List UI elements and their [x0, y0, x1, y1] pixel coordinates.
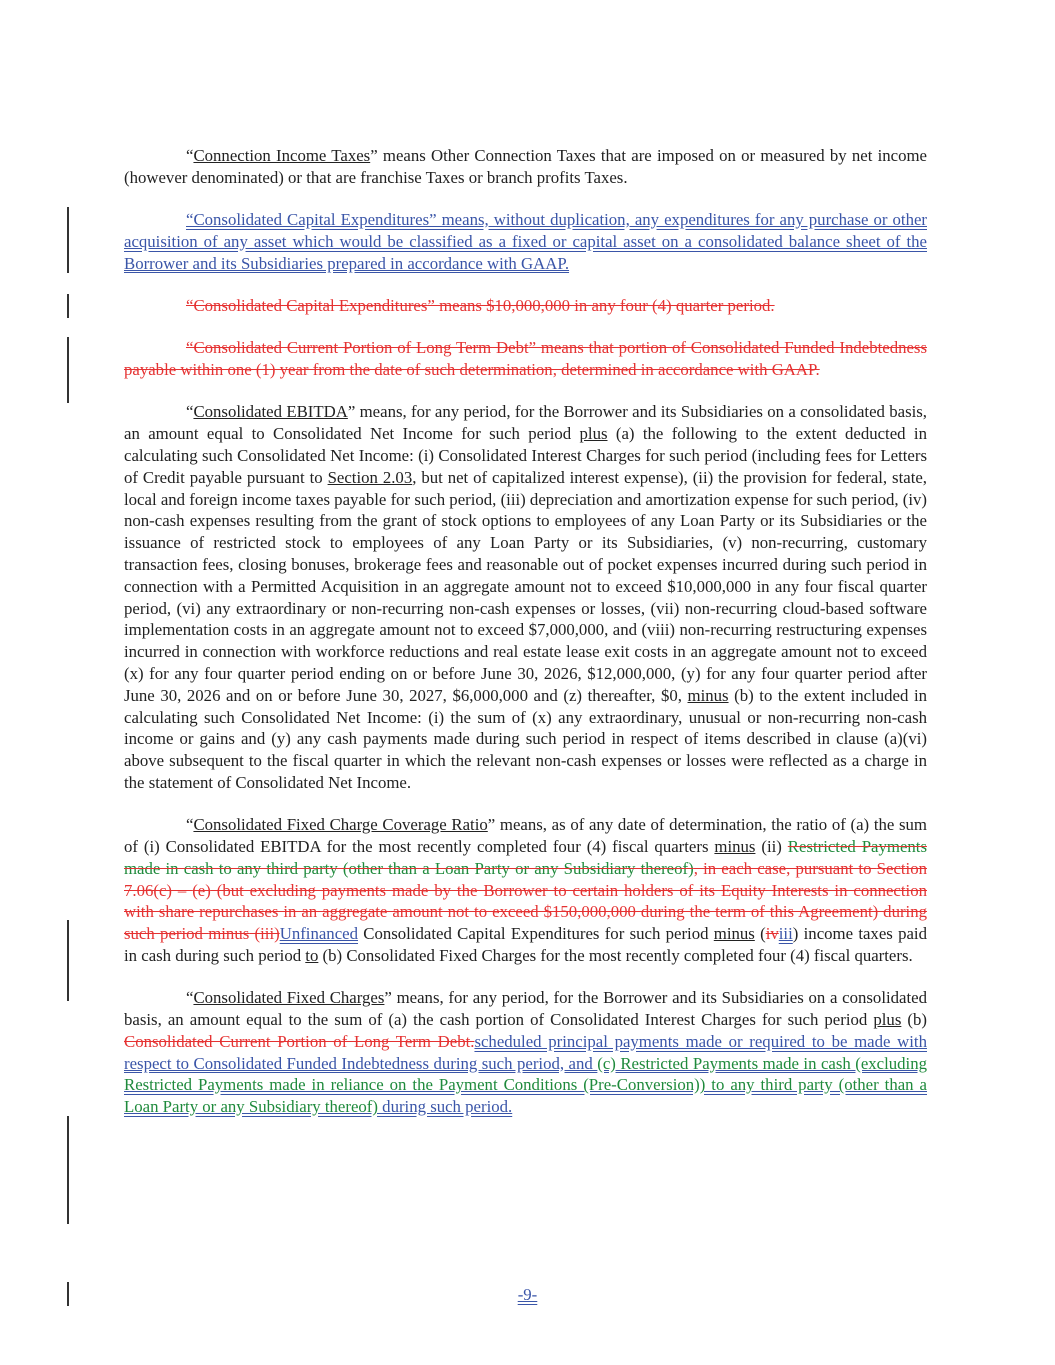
inserted-text: “Consolidated Capital Expenditures” means, without duplication, any expenditures for any purchase or other acquisition of any asset which would be classified as a fixed or capital asset on a consolidated balance sheet of the Borrower and its Subsidiaries prepared in accordance with GAAP. — [124, 210, 927, 273]
change-bar — [67, 207, 69, 273]
defined-term: Consolidated Fixed Charge Coverage Ratio — [193, 815, 488, 835]
definition-consolidated-ebitda: “Consolidated EBITDA” means, for any period, for the Borrower and its Subsidiaries on a consolidated basis, an amount equal to Consolidated Net Income for such period plus (a) the following to the extent deducted in calculating such Consolidated Net Income: (i) Consolidated Interest Charges for such period (including fees for Letters of Credit payable pursuant to Section 2.03, but net of capitalized interest expense), (ii) the provision for federal, state, local and foreign income taxes payable for such period, (iii) depreciation and amortization expense for such period, (iv) non-cash expenses resulting from the grant of stock options to employees of any Loan Party or its Subsidiaries or the issuance of restricted stock to employees of any Loan Party or its Subsidiaries, (v) non-recurring, customary transaction fees, closing bonuses, brokerage fees and reasonable out of pocket expenses incurred during such period in connection with a Permitted Acquisition in an aggregate amount not to exceed $10,000,000 in any four fiscal quarter period, (vi) any extraordinary or non-recurring non-cash expenses or losses, (vii) non-recurring cloud-based software implementation costs in an aggregate amount not to exceed $7,000,000, and (viii) non-recurring restructuring expenses incurred in connection with workforce reductions and real estate lease exit costs in an aggregate amount not to exceed (x) for any four quarter period ending on or before June 30, 2026, $12,000,000, (y) for any four quarter period after June 30, 2026 and on or before June 30, 2027, $6,000,000 and (z) thereafter, $0, minus (b) to the extent included in calculating such Consolidated Net Income: (i) the sum of (x) any extraordinary, unusual or non-recurring non-cash income or gains and (y) any cash payments made during such period in respect of items described in clause (a)(vi) above subsequent to the fiscal quarter in which the relevant non-cash expenses or losses were reflected as a charge in the statement of Consolidated Net Income. — [124, 402, 928, 792]
page-number: -9- — [517, 1285, 538, 1304]
deleted-text: “Consolidated Capital Expenditures — [186, 295, 428, 315]
inserted-text: scheduled principal payments made or required to be made with respect to Consolidated Funded Indebtedness during such period, and — [124, 1031, 927, 1073]
definition-current-portion-ltd-deleted — [124, 337, 927, 381]
definition-fixed-charge-coverage-ratio: “Consolidated Fixed Charge Coverage Ratio” means, as of any date of determination, the ratio of (a) the sum of (i) Consolidated EBITDA for the most recently completed four (4) fiscal quarters minus (ii) Restricted Payments made in cash to any third party (other than a Loan Party or any Subsidiary thereof), in each case, pursuant to Section 7.06(c) – (e) (but excluding payments made by the Borrower to certain holders of its Equity Interests in connection with share repurchases in an aggregate amount not to exceed $150,000,000 during the term of this Agreement) during such period minus (iii)Unfinanced Consolidated Capital Expenditures for such period minus (iviii) income taxes paid in cash during such period to (b) Consolidated Fixed Charges for the most recently completed four (4) fiscal quarters. — [124, 815, 927, 965]
moved-inserted-text: (c) Restricted Payments made in cash (excluding Restricted Payments made in reliance on the Payment Conditions (Pre-Conversion)) to any third party (other than a Loan Party or any Subsidiary thereof) — [124, 1053, 927, 1117]
defined-term: Connection Income Taxes — [193, 146, 371, 165]
deleted-text: ” means that portion of Consolidated Funded Indebtedness payable within one (1) year from the date of such determination, determined in accordance with GAAP. — [124, 338, 927, 380]
deleted-text: ” means $10,000,000 in any four (4) quarter period. — [427, 295, 775, 315]
deleted-text: (but excluding payments made by the Borrower to certain holders of its Equity Interests in connection with share repurchases in an aggregate amount not to exceed $150,000,000 during the term of this Agreement) during such period — [124, 880, 927, 944]
change-bar — [67, 294, 69, 318]
definition-consolidated-capital-expenditures-deleted — [124, 295, 927, 317]
defined-term: Consolidated Fixed Charges — [193, 988, 385, 1008]
change-bar — [67, 1116, 69, 1224]
deleted-text: , in each case, pursuant to — [693, 858, 877, 878]
section-reference: Section 2.03 — [327, 467, 413, 487]
inserted-text: Unfinanced — [279, 924, 358, 944]
deleted-text: “Consolidated Current Portion of Long Term Debt — [186, 338, 529, 358]
definition-connection-income-taxes: “Connection Income Taxes” means Other Connection Taxes that are imposed on or measured by net income (however denominated) or that are franchise Taxes or branch profits Taxes. — [124, 146, 927, 187]
definition-consolidated-capital-expenditures-inserted — [124, 209, 927, 274]
document-page — [124, 145, 927, 1139]
change-bar — [67, 920, 69, 1001]
moved-deleted-text: Restricted Payments made in cash to any third party (other than a Loan Party or any Subsidiary thereof) — [124, 837, 927, 878]
inserted-text: during such period. — [377, 1097, 513, 1117]
defined-term: Consolidated EBITDA — [193, 402, 348, 422]
change-bar — [67, 337, 69, 403]
definition-consolidated-fixed-charges: “Consolidated Fixed Charges” means, for any period, for the Borrower and its Subsidiaries on a consolidated basis, an amount equal to the sum of (a) the cash portion of Consolidated Interest Charges for such period plus (b) Consolidated Current Portion of Long Term Debt.scheduled principal payments made or required to be made with respect to Consolidated Funded Indebtedness during such period, and (c) Restricted Payments made in cash (excluding Restricted Payments made in reliance on the Payment Conditions (Pre-Conversion)) to any third party (other than a Loan Party or any Subsidiary thereof) during such period. — [124, 988, 928, 1117]
deleted-section-reference: Section 7.06(c) — [124, 858, 927, 900]
deleted-text: Consolidated Current Portion of Long Term Debt. — [124, 1031, 475, 1051]
